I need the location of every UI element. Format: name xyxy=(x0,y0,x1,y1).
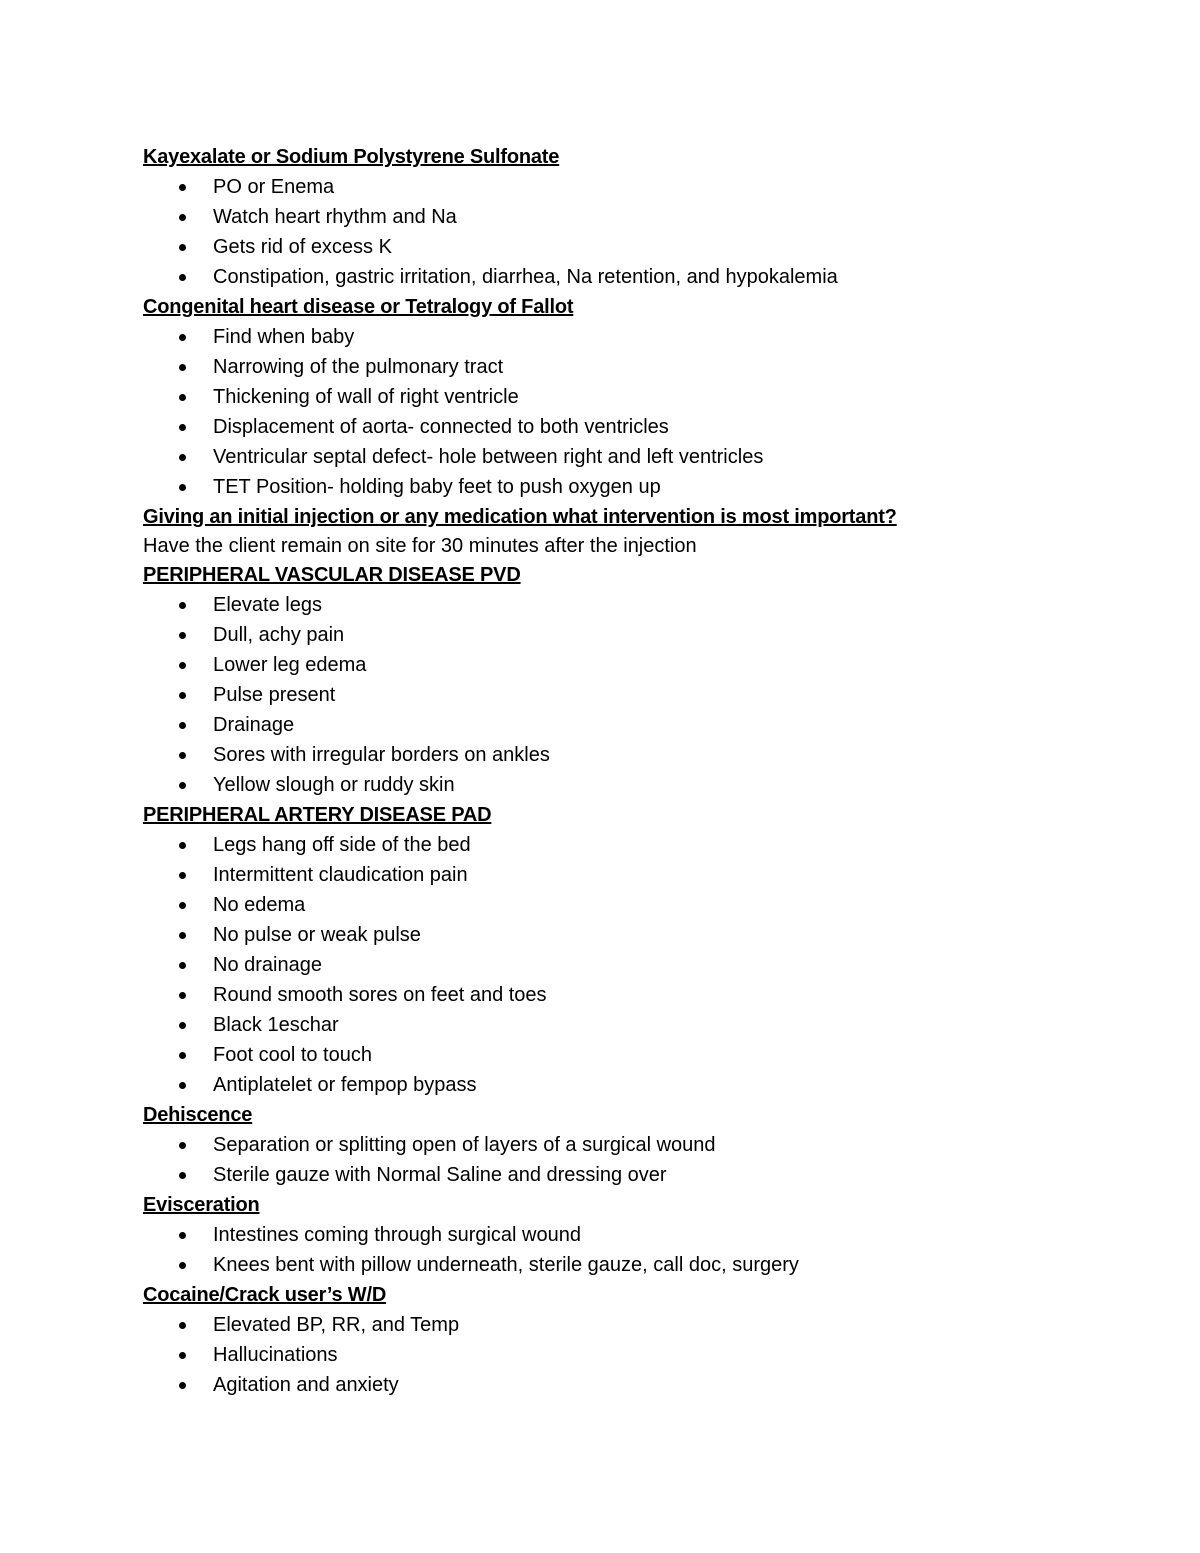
bullet-icon xyxy=(179,334,186,341)
list-item-text: Hallucinations xyxy=(213,1344,338,1366)
list-item xyxy=(143,1040,1123,1070)
list-item-text: Lower leg edema xyxy=(213,654,367,676)
list-item-text: Elevate legs xyxy=(213,594,322,616)
section-heading: Congenital heart disease or Tetralogy of Fallot xyxy=(143,296,574,318)
list-item-text: Gets rid of excess K xyxy=(213,236,392,258)
list-item xyxy=(143,172,1123,202)
bullet-list xyxy=(143,172,1123,292)
bullet-list xyxy=(143,1310,1123,1400)
bullet-icon xyxy=(179,1232,186,1239)
list-item xyxy=(143,740,1123,770)
list-item-text: No drainage xyxy=(213,954,322,976)
list-item xyxy=(143,262,1123,292)
bullet-icon xyxy=(179,752,186,759)
list-item-text: Agitation and anxiety xyxy=(213,1374,399,1396)
list-item xyxy=(143,710,1123,740)
section-heading: Giving an initial injection or any medication what intervention is most important? xyxy=(143,506,897,528)
answer-text: Have the client remain on site for 30 minutes after the injection xyxy=(143,535,697,557)
list-item xyxy=(143,950,1123,980)
list-item xyxy=(143,590,1123,620)
bullet-list xyxy=(143,1220,1123,1280)
list-item-text: Intermittent claudication pain xyxy=(213,864,468,886)
section-heading: Evisceration xyxy=(143,1194,260,1216)
list-item-text: Knees bent with pillow underneath, sterile gauze, call doc, surgery xyxy=(213,1254,799,1276)
bullet-icon xyxy=(179,184,186,191)
section-dehiscence xyxy=(143,1100,1123,1190)
bullet-icon xyxy=(179,632,186,639)
list-item-text: Antiplatelet or fempop bypass xyxy=(213,1074,477,1096)
list-item-text: No edema xyxy=(213,894,306,916)
bullet-icon xyxy=(179,364,186,371)
list-item xyxy=(143,1070,1123,1100)
list-item xyxy=(143,232,1123,262)
bullet-icon xyxy=(179,484,186,491)
list-item-text: TET Position- holding baby feet to push oxygen up xyxy=(213,476,661,498)
bullet-list xyxy=(143,1130,1123,1190)
list-item-text: Displacement of aorta- connected to both ventricles xyxy=(213,416,669,438)
document-body xyxy=(143,142,1123,1400)
list-item xyxy=(143,352,1123,382)
list-item xyxy=(143,1220,1123,1250)
bullet-list xyxy=(143,590,1123,800)
list-item-text: Narrowing of the pulmonary tract xyxy=(213,356,504,378)
bullet-icon xyxy=(179,602,186,609)
section-initial-injection xyxy=(143,502,1123,560)
list-item-text: Watch heart rhythm and Na xyxy=(213,206,457,228)
bullet-icon xyxy=(179,1262,186,1269)
bullet-icon xyxy=(179,902,186,909)
bullet-list xyxy=(143,830,1123,1100)
list-item xyxy=(143,442,1123,472)
list-item-text: Sterile gauze with Normal Saline and dressing over xyxy=(213,1164,667,1186)
list-item-text: Ventricular septal defect- hole between right and left ventricles xyxy=(213,446,764,468)
bullet-icon xyxy=(179,722,186,729)
bullet-icon xyxy=(179,274,186,281)
bullet-icon xyxy=(179,214,186,221)
list-item xyxy=(143,920,1123,950)
bullet-icon xyxy=(179,454,186,461)
list-item xyxy=(143,322,1123,352)
bullet-icon xyxy=(179,1022,186,1029)
list-item-text: Round smooth sores on feet and toes xyxy=(213,984,547,1006)
list-item-text: Find when baby xyxy=(213,326,355,348)
list-item xyxy=(143,1010,1123,1040)
bullet-icon xyxy=(179,1052,186,1059)
list-item xyxy=(143,620,1123,650)
list-item xyxy=(143,980,1123,1010)
list-item-text: Black 1eschar xyxy=(213,1014,339,1036)
bullet-icon xyxy=(179,662,186,669)
list-item xyxy=(143,1250,1123,1280)
bullet-icon xyxy=(179,962,186,969)
bullet-icon xyxy=(179,1352,186,1359)
list-item xyxy=(143,1370,1123,1400)
list-item xyxy=(143,202,1123,232)
list-item-text: Foot cool to touch xyxy=(213,1044,372,1066)
list-item-text: Yellow slough or ruddy skin xyxy=(213,774,455,796)
list-item xyxy=(143,1340,1123,1370)
bullet-icon xyxy=(179,842,186,849)
bullet-list xyxy=(143,322,1123,502)
list-item-text: Separation or splitting open of layers of a surgical wound xyxy=(213,1134,716,1156)
list-item-text: Intestines coming through surgical wound xyxy=(213,1224,581,1246)
list-item xyxy=(143,1130,1123,1160)
bullet-icon xyxy=(179,992,186,999)
list-item xyxy=(143,1160,1123,1190)
list-item xyxy=(143,860,1123,890)
list-item xyxy=(143,770,1123,800)
list-item xyxy=(143,412,1123,442)
bullet-icon xyxy=(179,1322,186,1329)
list-item xyxy=(143,680,1123,710)
list-item xyxy=(143,890,1123,920)
bullet-icon xyxy=(179,1172,186,1179)
list-item xyxy=(143,472,1123,502)
list-item-text: Drainage xyxy=(213,714,295,736)
section-heading: Dehiscence xyxy=(143,1104,253,1126)
bullet-icon xyxy=(179,692,186,699)
section-heading: PERIPHERAL VASCULAR DISEASE PVD xyxy=(143,564,521,586)
section-tetralogy-of-fallot xyxy=(143,292,1123,502)
section-kayexalate xyxy=(143,142,1123,292)
section-pvd xyxy=(143,560,1123,800)
list-item xyxy=(143,382,1123,412)
bullet-icon xyxy=(179,1382,186,1389)
list-item-text: Dull, achy pain xyxy=(213,624,345,646)
section-heading: PERIPHERAL ARTERY DISEASE PAD xyxy=(143,804,492,826)
list-item-text: Legs hang off side of the bed xyxy=(213,834,471,856)
section-evisceration xyxy=(143,1190,1123,1280)
bullet-icon xyxy=(179,872,186,879)
list-item-text: PO or Enema xyxy=(213,176,335,198)
list-item-text: Pulse present xyxy=(213,684,336,706)
list-item-text: Thickening of wall of right ventricle xyxy=(213,386,519,408)
list-item-text: Constipation, gastric irritation, diarrhea, Na retention, and hypokalemia xyxy=(213,266,838,288)
section-heading: Cocaine/Crack user’s W/D xyxy=(143,1284,387,1306)
list-item-text: Elevated BP, RR, and Temp xyxy=(213,1314,460,1336)
list-item xyxy=(143,830,1123,860)
bullet-icon xyxy=(179,1142,186,1149)
list-item xyxy=(143,1310,1123,1340)
list-item-text: Sores with irregular borders on ankles xyxy=(213,744,550,766)
bullet-icon xyxy=(179,1082,186,1089)
bullet-icon xyxy=(179,424,186,431)
section-heading: Kayexalate or Sodium Polystyrene Sulfonate xyxy=(143,146,560,168)
bullet-icon xyxy=(179,244,186,251)
list-item-text: No pulse or weak pulse xyxy=(213,924,421,946)
bullet-icon xyxy=(179,932,186,939)
bullet-icon xyxy=(179,782,186,789)
bullet-icon xyxy=(179,394,186,401)
section-pad xyxy=(143,800,1123,1100)
section-cocaine-withdrawal xyxy=(143,1280,1123,1400)
list-item xyxy=(143,650,1123,680)
